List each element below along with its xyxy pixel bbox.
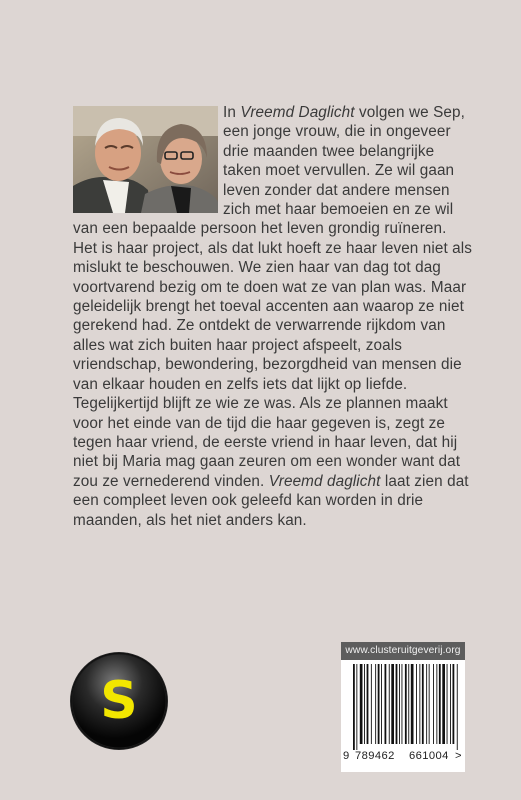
barcode-bar [360, 664, 363, 744]
barcode-bar [408, 664, 409, 744]
barcode-bar [426, 664, 427, 744]
barcode-bar [402, 664, 403, 744]
isbn-group-2: 661004 [409, 750, 449, 762]
barcode-bar [447, 664, 448, 744]
barcode-bar [399, 664, 400, 744]
barcode-bar [457, 664, 458, 750]
isbn-barcode [341, 660, 465, 772]
barcode-bar [375, 664, 376, 744]
blurb-text [73, 103, 473, 530]
publisher-logo [71, 653, 167, 749]
barcode-bar [439, 664, 441, 744]
barcode-bar [429, 664, 430, 744]
barcode-bar [364, 664, 365, 744]
barcode-bar [391, 664, 394, 744]
barcode-bar [433, 664, 434, 744]
publisher-url: www.clusteruitgeverij.org [341, 642, 465, 660]
barcode-bar [422, 664, 424, 744]
barcode-bar [405, 664, 407, 744]
barcode-bar [356, 664, 357, 750]
isbn-first-digit: 9 [343, 750, 350, 762]
barcode-bars [341, 660, 465, 750]
barcode-bar [416, 664, 417, 744]
logo-letter: S [100, 671, 138, 731]
barcode-bar [353, 664, 355, 750]
barcode-bar [367, 664, 369, 744]
book-title: Vreemd Daglicht [240, 104, 355, 121]
isbn-arrow: > [455, 750, 462, 762]
barcode-bar [442, 664, 445, 744]
blurb-outro: laat zien dat een compleet leven ook geleefd kan worden in drie maanden, als het niet anders kan. [73, 472, 469, 529]
barcode-bar [450, 664, 451, 744]
barcode-bar [385, 664, 387, 744]
barcode-bar [436, 664, 437, 744]
barcode-bar [378, 664, 380, 744]
book-title-2: Vreemd daglicht [268, 472, 381, 490]
photo-spacer [73, 103, 223, 215]
isbn-group-1: 789462 [355, 750, 395, 762]
barcode-bar [371, 664, 372, 744]
barcode-bar [396, 664, 398, 744]
blurb-intro: In [223, 104, 241, 121]
blurb-body: volgen we Sep, een jonge vrouw, die in ongeveer drie maanden twee belangrijke taken moet vervullen. Ze wil gaan leven zonder dat andere mensen zich met haar bemoeien en ze wil van een bepaalde persoon het leven grondig ruïneren. Het is haar project, als dat lukt hoeft ze haar leven niet als mislukt te beschouwen. We zien haar van dag tot dag voortvarend bezig om te doen wat ze van plan was. Maar geleidelijk brengt het toeval accenten aan waarop ze niet gerekend had. Ze ontdekt de verwarrende rijkdom van alles wat zich buiten haar project afspeelt, zoals vriendschap, bewondering, bezorgdheid van mensen die van elkaar houden en zelfs iets dat lijkt op liefde. Tegelijkertijd blijft ze wie ze was. Als ze plannen maakt voor het einde van de tijd die haar gegeven is, zegt ze tegen haar vriend, de eerste vriend in haar leven, dat hij niet bij Maria mag gaan zeuren om een wonder want dat zou ze vernederend vinden. [73, 104, 473, 490]
barcode-bar [411, 664, 414, 744]
barcode-bar [419, 664, 420, 744]
isbn-number [341, 748, 465, 764]
barcode-bar [389, 664, 390, 744]
barcode-bar [453, 664, 455, 744]
barcode-bar [381, 664, 382, 744]
